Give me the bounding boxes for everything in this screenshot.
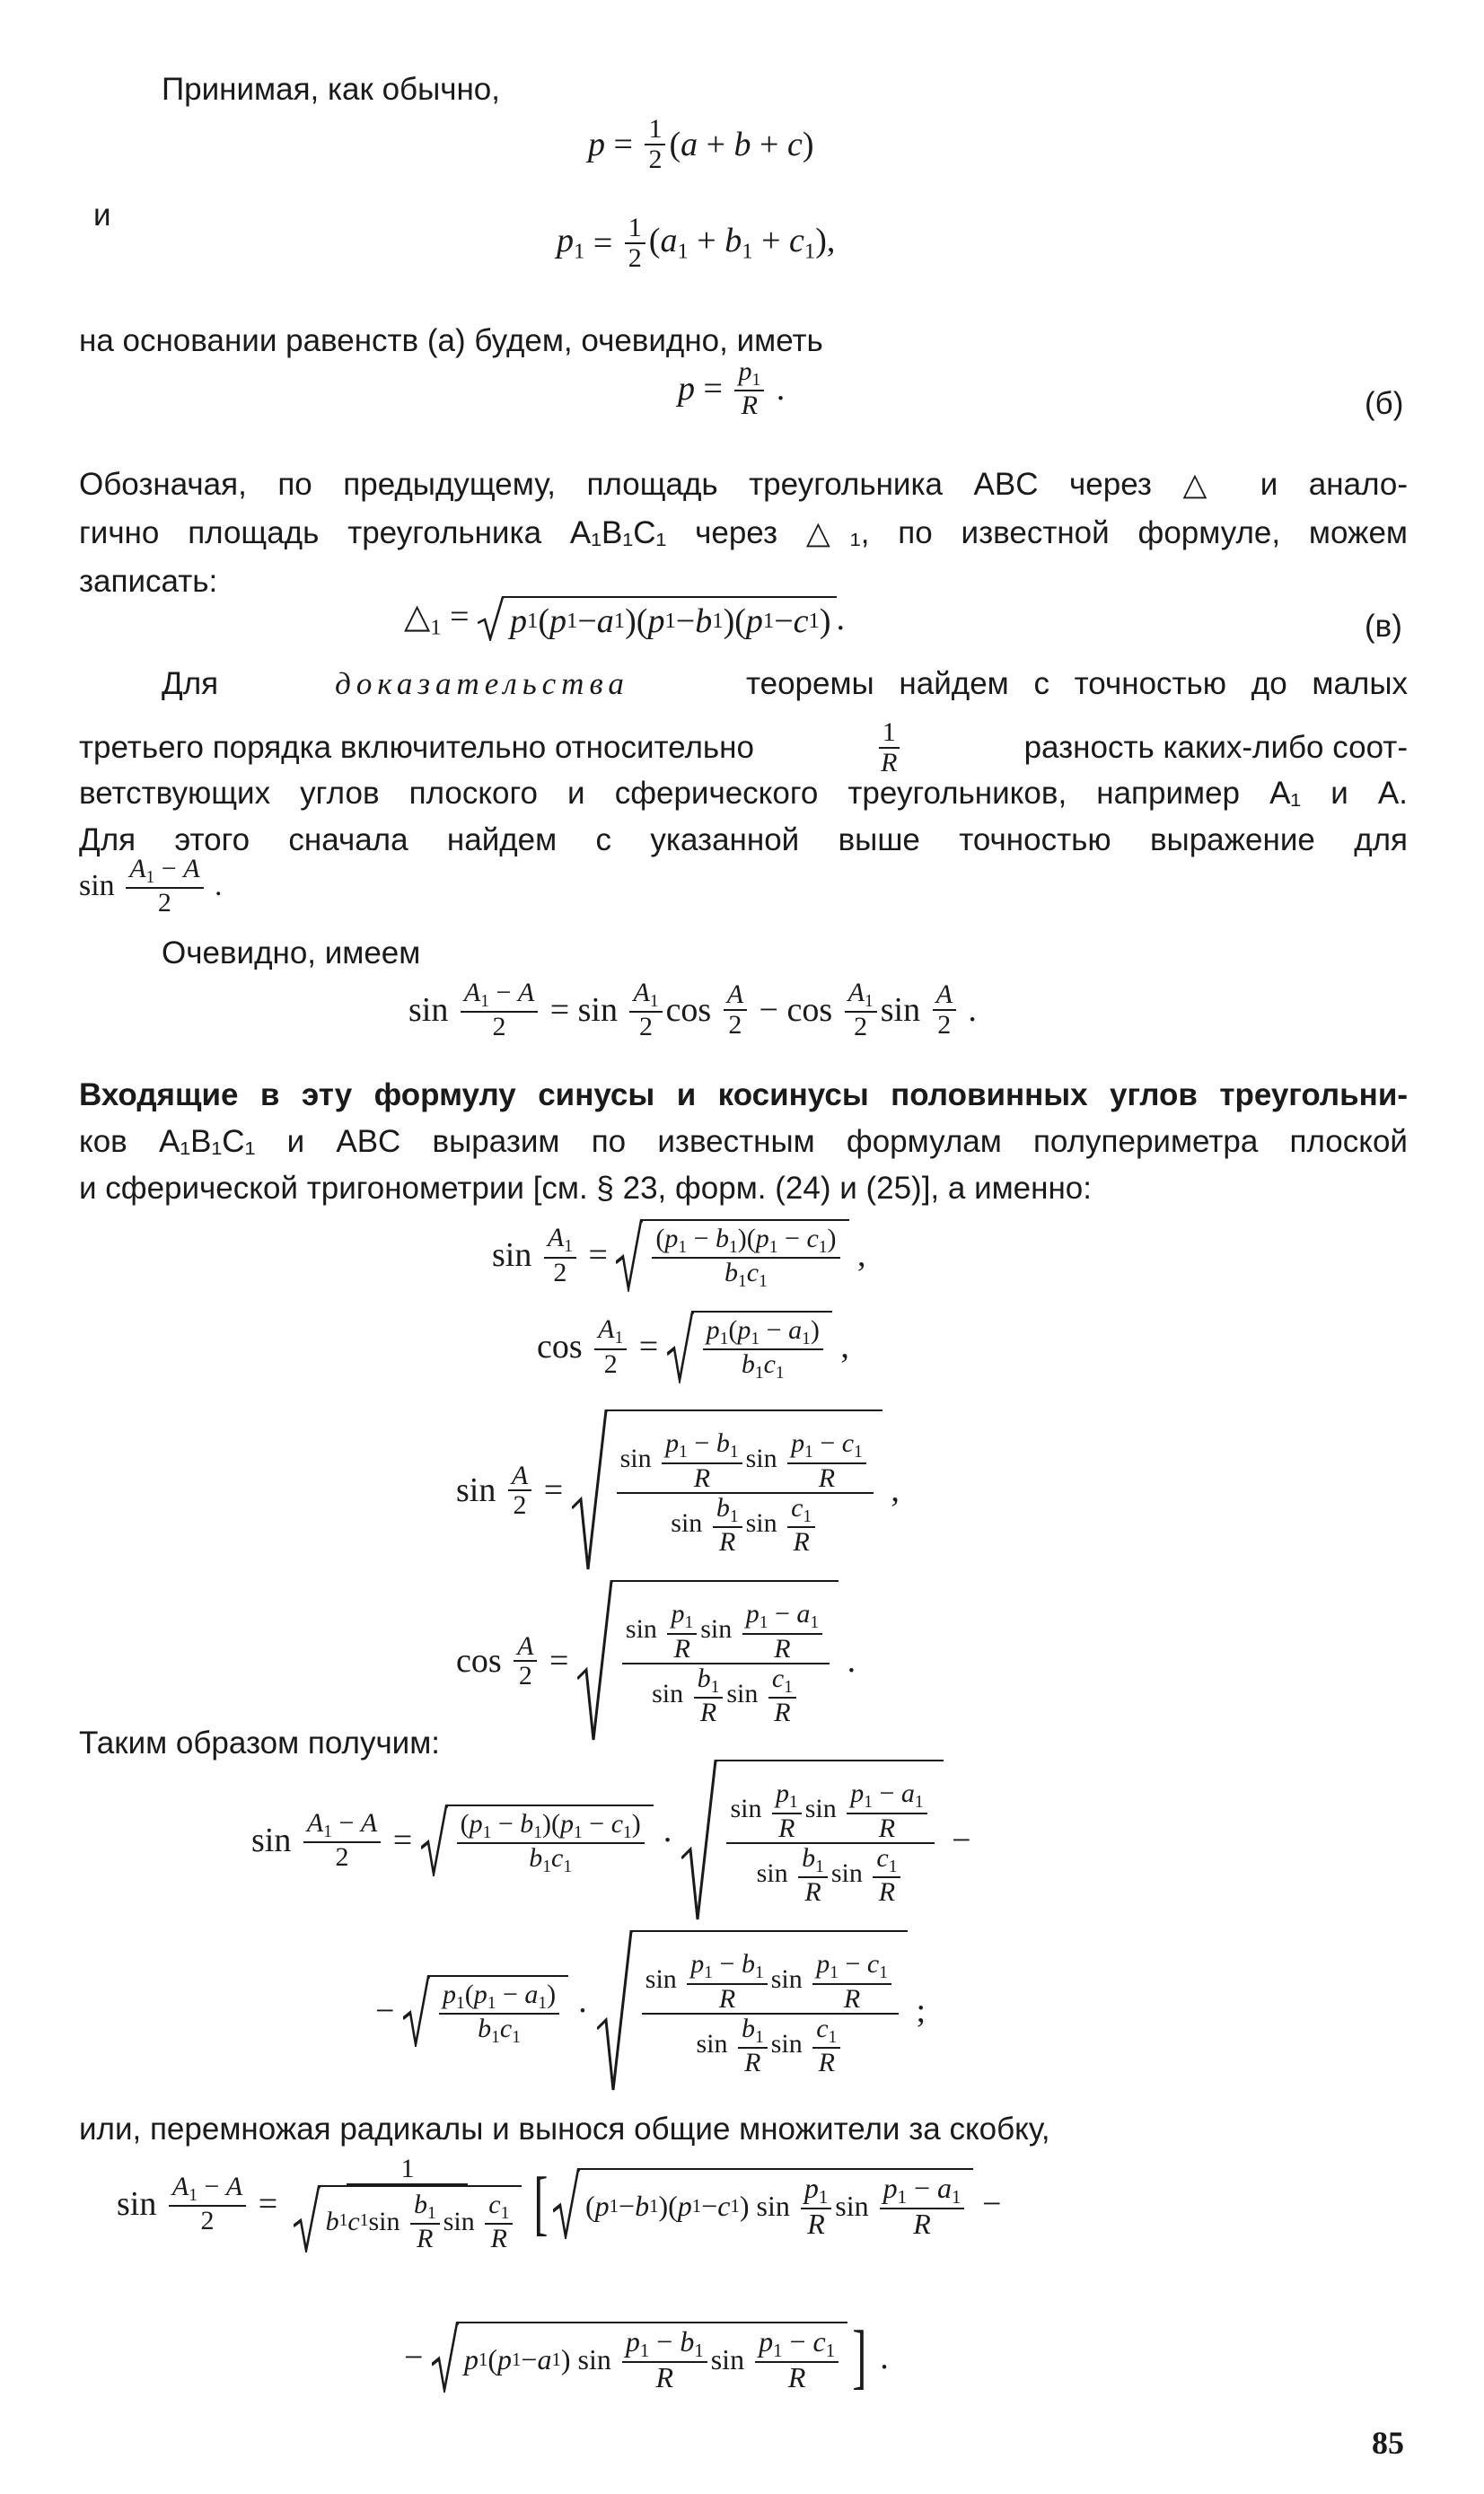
- equation-sin-half-A: sin $\frac{A}{2}$ = sin $\frac{p_1 - b_1}{R}$ sin $\frac{p_1 - c_1}{R}$ sin $\frac{b_1}{R}$ sin $\frac{c_1}{R}$ ,: [456, 1409, 900, 1571]
- proof-line2-pre: третьего порядка включительно относительно: [79, 729, 754, 765]
- equation-b: p = $\frac{p_1}{R}$ .: [678, 356, 786, 421]
- equation-cos-half-A1: cos $\frac{A_1}{2}$ = $\frac{p_1(p_1 - a_1)}{b_1c_1}$ ,: [537, 1311, 849, 1383]
- equation-heron: $\triangle_1$ = p 1 ( p 1 − a 1 )( p 1 − b 1 )( p 1 − c 1 ) .: [404, 596, 845, 641]
- equation-label-b: (б): [1365, 386, 1404, 421]
- paragraph-thus: Таким образом получим:: [79, 1726, 441, 1761]
- paragraph-proof-line4: Для этого сначала найдем с указанной выше точностью выражение для: [79, 822, 1408, 857]
- paragraph-area-line3: записать:: [79, 564, 218, 599]
- equation-label-v: (в): [1365, 609, 1402, 644]
- equation-sin-difference: sin $\frac{A_1 - A}{2}$ = sin $\frac{A_1}{2}$ cos $\frac{A}{2}$ − cos $\frac{A_1}{2}$ sin $\frac{A}{2}$ .: [408, 978, 977, 1042]
- paragraph-equalities: на основании равенств (а) будем, очевидно, иметь: [79, 323, 823, 358]
- paragraph-multiplying: или, перемножая радикалы и вынося общие множители за скобку,: [79, 2112, 1050, 2147]
- paragraph-proof-line2: [79, 718, 1408, 777]
- paragraph-intro: Принимая, как обычно,: [162, 72, 500, 107]
- equation-final-line2: − p 1 ( p 1 − a 1 ) sin $\frac{p_1 - b_1}{R}$ sin $\frac{p_1 - c_1}{R}$ ] .: [404, 2317, 889, 2396]
- word-and: и: [93, 198, 111, 233]
- paragraph-proof-line3: ветствующих углов плоского и сферического треугольников, например A₁ и A.: [79, 776, 1408, 811]
- proof-line1-rest: теоремы найдем с точностью до малых: [745, 666, 1408, 701]
- proof-word-for: Для: [162, 666, 219, 701]
- paragraph-area-line2: гично площадь треугольника A₁B₁C₁ через △₁, по известной формуле, можем: [79, 515, 1408, 550]
- page-number: 85: [1372, 2425, 1404, 2461]
- equation-final-line1: sin $\frac{A_1 - A}{2}$ = 1 b 1 c 1 sin $\frac{b_1}{R}$ sin $\frac{c_1}{R}$ [ ( p 1 − b 1 )( p 1 − c 1 ) sin $\frac{p_1}{R}$ sin $\frac{p_1 - a_1}{R}$ −: [117, 2154, 1002, 2253]
- equation-cos-half-A: cos $\frac{A}{2}$ = sin $\frac{p_1}{R}$ sin $\frac{p_1 - a_1}{R}$ sin $\frac{b_1}{R}$ sin $\frac{c_1}{R}$ .: [456, 1580, 856, 1742]
- paragraph-halfangle-line2: ков A₁B₁C₁ и ABC выразим по известным формулам полупериметра плоской: [79, 1124, 1408, 1159]
- equation-semiperimeter-1: $p_1$ = $\frac{1}{2}$ $(a_1 + b_1 + c_1)$,: [557, 213, 836, 273]
- fraction-one-over-r: $\frac{1}{R}$: [877, 718, 900, 777]
- equation-product-line2: − $\frac{p_1(p_1 - a_1)}{b_1c_1}$ · sin $\frac{p_1 - b_1}{R}$ sin $\frac{p_1 - c_1}{R}$ sin $\frac{b_1}{R}$ sin $\frac{c_1}{R}$ ;: [375, 1930, 926, 2092]
- equation-product-line1: sin $\frac{A_1 - A}{2}$ = $\frac{(p_1 - b_1)(p_1 - c_1)}{b_1c_1}$ · sin $\frac{p_1}{R}$ sin $\frac{p_1 - a_1}{R}$ sin $\frac{b_1}{R}$ sin $\frac{c_1}{R}$ −: [251, 1760, 971, 1921]
- paragraph-proof-line1: [162, 664, 1408, 704]
- paragraph-halfangle-line3: и сферической тригонометрии [см. § 23, форм. (24) и (25)], а именно:: [79, 1171, 1092, 1206]
- paragraph-obviously: Очевидно, имеем: [162, 935, 421, 970]
- paragraph-halfangle-line1: Входящие в эту формулу синусы и косинусы половинных углов треугольни-: [79, 1077, 1408, 1112]
- equation-sin-half-A1: sin $\frac{A_1}{2}$ = $\frac{(p_1 - b_1)(p_1 - c_1)}{b_1c_1}$ ,: [492, 1219, 866, 1292]
- proof-emphasis: доказательства: [335, 666, 629, 701]
- equation-semiperimeter: p = $\frac{1}{2}$ (a + b + c): [588, 114, 814, 174]
- proof-line2-post: разность каких-либо соот-: [1023, 729, 1408, 765]
- paragraph-area-line1: Обозначая, по предыдущему, площадь треугольника ABC через △ и анало-: [79, 467, 1408, 502]
- expression-sin-half-diff: sin $\frac{A_1 - A}{2}$ .: [79, 854, 223, 918]
